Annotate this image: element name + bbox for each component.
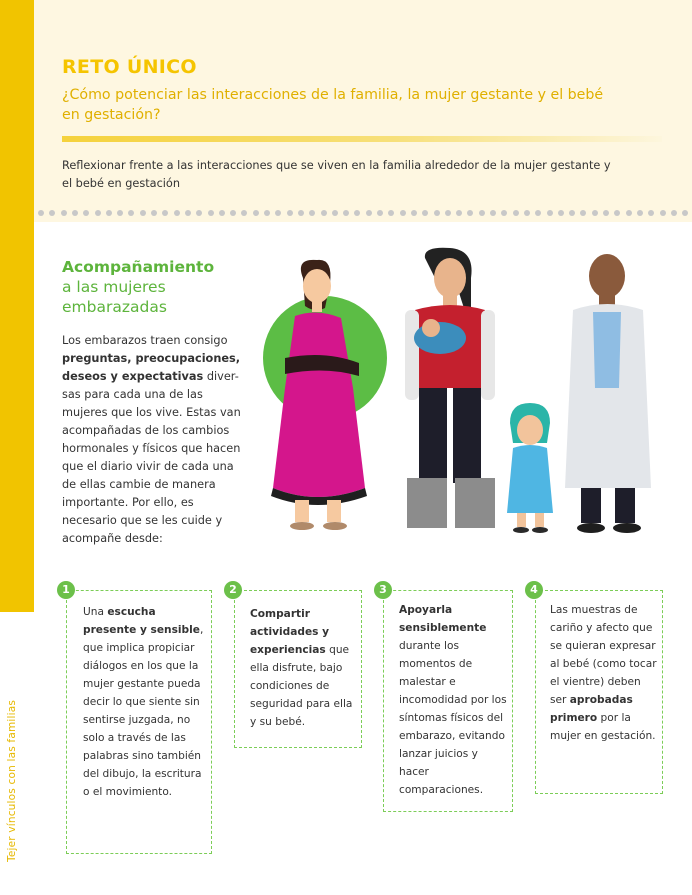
card-1-post: , que implica propiciar diálogos en los que la mujer gestante pueda decir lo que siente sin sentirse juzgada, no solo a través de las palabras sino también del dibujo, la escritura o el movimiento. [83, 624, 204, 798]
card-2-number: 2 [224, 581, 242, 599]
body-part-1: Los embarazos traen consigo [62, 334, 228, 347]
divider-dot [332, 210, 338, 216]
divider-dot [456, 210, 462, 216]
divider-dot [343, 210, 349, 216]
divider-dot [377, 210, 383, 216]
side-accent-bar [0, 0, 34, 612]
card-2 [234, 590, 362, 748]
section-title-rest: a las mujeres embarazadas [62, 278, 167, 316]
divider-dot [275, 210, 281, 216]
page-title: RETO ÚNICO [62, 56, 197, 78]
intro-text: Reflexionar frente a las interacciones que se viven en la familia alrededor de la mujer gestante y el bebé en gestación [62, 159, 611, 190]
card-3-text [399, 601, 511, 799]
divider-dot [660, 210, 666, 216]
title-underline [62, 136, 662, 142]
divider-dot [174, 210, 180, 216]
divider-dot [366, 210, 372, 216]
divider-dot [479, 210, 485, 216]
card-1-number: 1 [57, 581, 75, 599]
card-1 [66, 590, 212, 854]
divider-dot [388, 210, 394, 216]
divider-dot [151, 210, 157, 216]
divider-dot [637, 210, 643, 216]
divider-dot [648, 210, 654, 216]
divider-dot [547, 210, 553, 216]
card-2-post: que ella disfrute, bajo condiciones de seguridad para ella y su bebé. [250, 644, 353, 728]
divider-dot [614, 210, 620, 216]
divider-dot [61, 210, 67, 216]
divider-dot [422, 210, 428, 216]
divider-dot [501, 210, 507, 216]
divider-dot [671, 210, 677, 216]
divider-dot [580, 210, 586, 216]
divider-dot [230, 210, 236, 216]
divider-dot [140, 210, 146, 216]
divider-dot [400, 210, 406, 216]
card-3 [383, 590, 513, 812]
divider-dot [558, 210, 564, 216]
divider-dot [241, 210, 247, 216]
divider-dot [287, 210, 293, 216]
card-1-text [83, 603, 205, 801]
divider-dot [682, 210, 688, 216]
card-1-pre: Una [83, 606, 108, 618]
divider-dot [490, 210, 496, 216]
divider-dot [49, 210, 55, 216]
family-illustration [255, 238, 685, 538]
body-bold: preguntas, preocupaciones, deseos y expectativas [62, 352, 241, 383]
doctor-figure [565, 254, 651, 533]
divider-dot [535, 210, 541, 216]
divider-dot [569, 210, 575, 216]
divider-dot [467, 210, 473, 216]
divider-dot [264, 210, 270, 216]
card-4-post: por la mujer en gestación. [550, 712, 656, 742]
card-4 [535, 590, 663, 794]
card-1-bold: escucha presente y sensible [83, 606, 200, 636]
divider-dot [72, 210, 78, 216]
card-4-text [550, 601, 658, 745]
card-3-bold: Apoyarla sensiblemente [399, 604, 487, 634]
divider-dot [162, 210, 168, 216]
divider-dot [106, 210, 112, 216]
card-2-text [250, 605, 358, 731]
divider-dot [445, 210, 451, 216]
divider-dot [411, 210, 417, 216]
divider-dot [354, 210, 360, 216]
dotted-divider [34, 210, 692, 220]
divider-dot [83, 210, 89, 216]
divider-dot [185, 210, 191, 216]
divider-dot [524, 210, 530, 216]
divider-dot [208, 210, 214, 216]
divider-dot [626, 210, 632, 216]
card-4-number: 4 [525, 581, 543, 599]
card-3-post: durante los momentos de malestar e incomodidad por los síntomas físicos del embarazo, evitando lanzar juicios y hacer comparaciones. [399, 640, 507, 796]
section-title-bold: Acompañamiento [62, 258, 215, 276]
divider-dot [434, 210, 440, 216]
divider-dot [253, 210, 259, 216]
page-subtitle: ¿Cómo potenciar las interacciones de la familia, la mujer gestante y el bebé en gestación? [62, 87, 604, 123]
card-4-pre: Las muestras de cariño y afecto que se quieran expresar al bebé (como tocar el vientre) deben ser [550, 604, 657, 706]
side-vertical-text: Tejer vínculos con las familias [6, 699, 18, 862]
divider-dot [128, 210, 134, 216]
divider-dot [603, 210, 609, 216]
divider-dot [513, 210, 519, 216]
divider-dot [196, 210, 202, 216]
divider-dot [298, 210, 304, 216]
card-2-bold: Compartir actividades y experiencias [250, 608, 330, 656]
divider-dot [38, 210, 44, 216]
body-part-2: diver-sas para cada una de las mujeres que los vive. Estas van acompañadas de los cambios hormonales y físicos que hacen que el diario vivir de cada una de ellas cambie de manera importante. Por ello, es necesario que se les cuide y acompañe desde: [62, 370, 241, 545]
girl-figure [507, 403, 553, 533]
section-body [62, 332, 247, 548]
divider-dot [219, 210, 225, 216]
divider-dot [95, 210, 101, 216]
divider-dot [309, 210, 315, 216]
father-figure [405, 248, 495, 528]
pregnant-woman-figure [271, 260, 367, 530]
card-3-number: 3 [374, 581, 392, 599]
divider-dot [117, 210, 123, 216]
card-4-bold: aprobadas primero [550, 694, 633, 724]
divider-dot [592, 210, 598, 216]
section-title [62, 257, 252, 317]
divider-dot [321, 210, 327, 216]
